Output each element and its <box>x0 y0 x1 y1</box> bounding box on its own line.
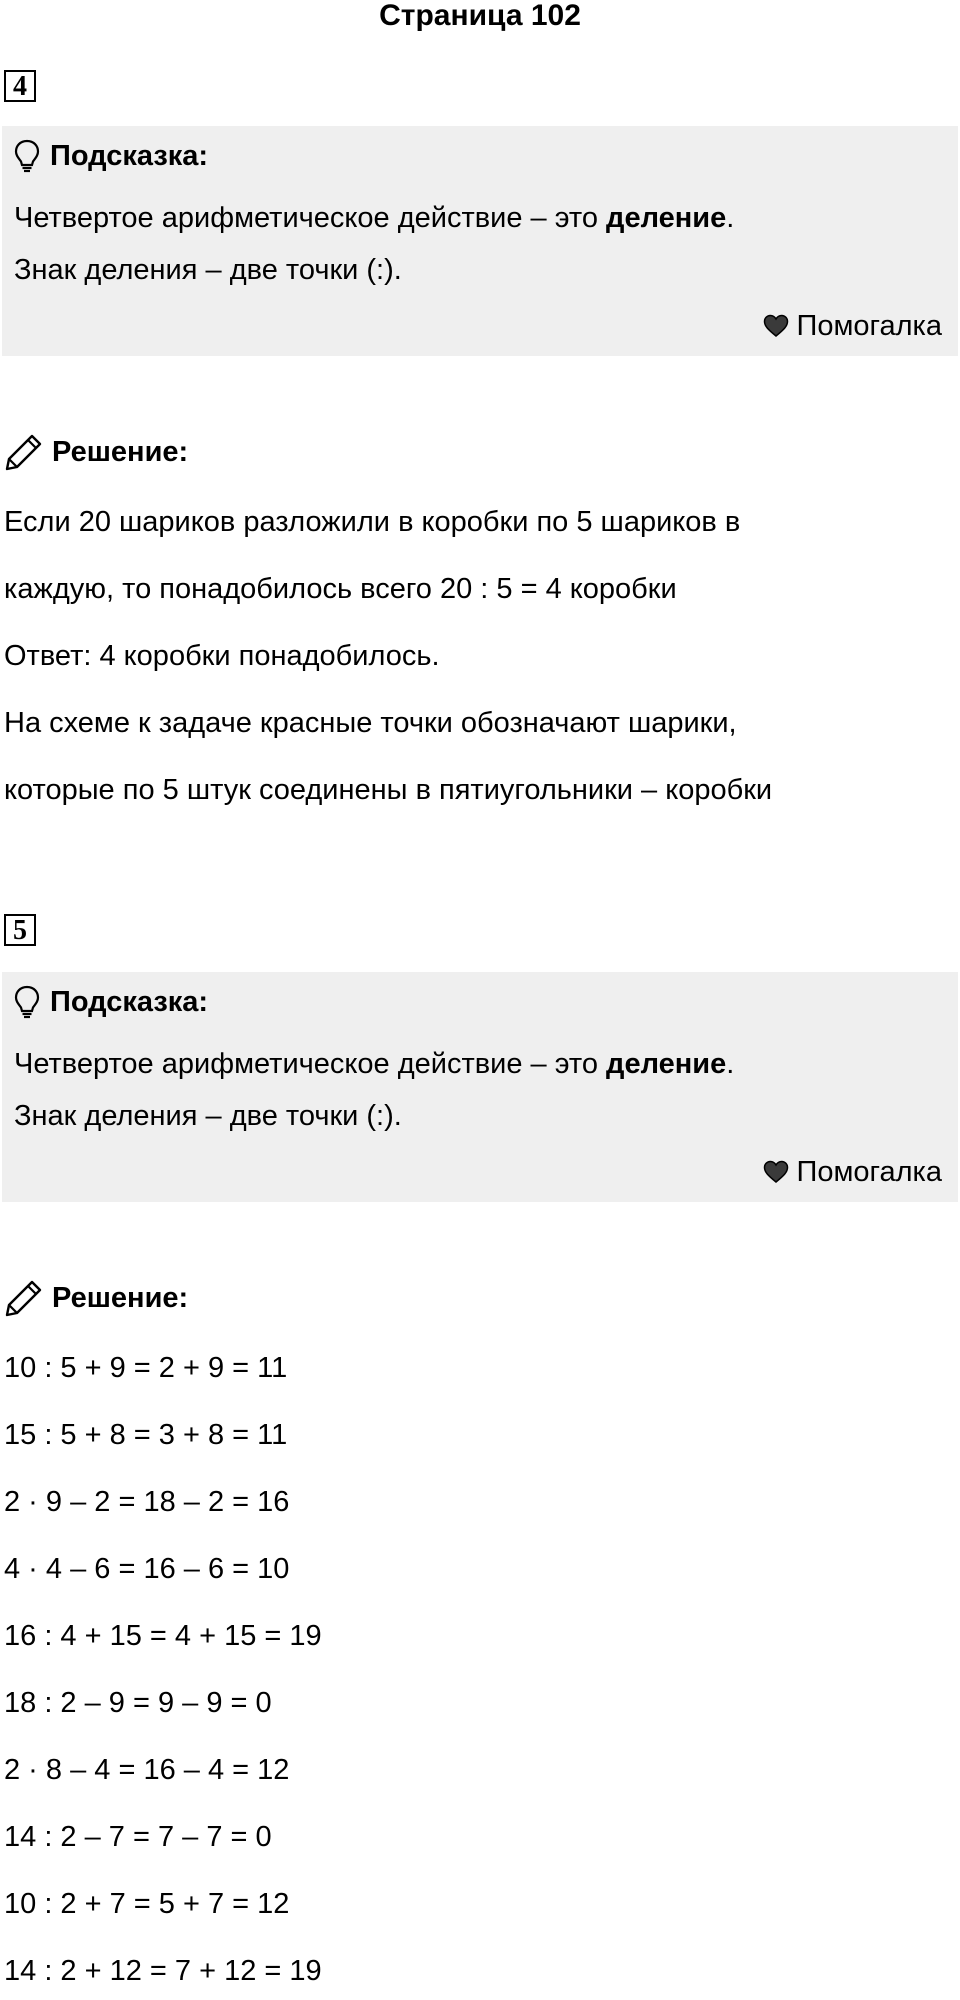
hint-text <box>14 1044 734 1084</box>
hint-text: Знак деления – две точки (:). <box>14 254 402 286</box>
hint-box <box>2 972 958 1202</box>
solution-title: Решение: <box>52 1282 189 1314</box>
hint-text: Знак деления – две точки (:). <box>14 1100 402 1132</box>
brand-name: Помогалка <box>796 1156 942 1188</box>
equation-line: 14 : 2 + 12 = 7 + 12 = 19 <box>4 1955 322 1987</box>
equation-line: 2 · 8 – 4 = 16 – 4 = 12 <box>4 1754 290 1786</box>
hint-header <box>14 136 208 176</box>
solution-header <box>4 432 188 472</box>
equation-line: 2 · 9 – 2 = 18 – 2 = 16 <box>4 1486 290 1518</box>
equation-line: 10 : 2 + 7 = 5 + 7 = 12 <box>4 1888 290 1920</box>
equation-line: 4 · 4 – 6 = 16 – 6 = 10 <box>4 1553 290 1585</box>
solution-line: Ответ: 4 коробки понадобилось. <box>4 640 440 672</box>
solution-line: На схеме к задаче красные точки обозначают шарики, <box>4 707 737 739</box>
hint-header <box>14 982 208 1022</box>
equation-line: 16 : 4 + 15 = 4 + 15 = 19 <box>4 1620 322 1652</box>
heart-icon <box>763 314 789 338</box>
hint-text-bold: деление <box>606 202 727 234</box>
solution-title: Решение: <box>52 436 189 468</box>
brand-watermark <box>763 306 942 346</box>
task-number: 4 <box>4 70 36 102</box>
solution-line: Если 20 шариков разложили в коробки по 5 шариков в <box>4 506 741 538</box>
hint-title: Подсказка: <box>50 986 209 1018</box>
hint-text-plain: Четвертое арифметическое действие – это <box>14 1048 607 1080</box>
lightbulb-icon <box>14 139 40 173</box>
solution-header <box>4 1278 188 1318</box>
equation-line: 15 : 5 + 8 = 3 + 8 = 11 <box>4 1419 288 1451</box>
equation-line: 10 : 5 + 9 = 2 + 9 = 11 <box>4 1352 288 1384</box>
equation-line: 14 : 2 – 7 = 7 – 7 = 0 <box>4 1821 272 1853</box>
hint-text-end: . <box>726 202 735 234</box>
hint-box <box>2 126 958 356</box>
solution-line: каждую, то понадобилось всего 20 : 5 = 4 коробки <box>4 573 677 605</box>
brand-name: Помогалка <box>796 310 942 342</box>
solution-line: которые по 5 штук соединены в пятиугольники – коробки <box>4 774 773 806</box>
task-number: 5 <box>4 914 36 946</box>
heart-icon <box>763 1160 789 1184</box>
pencil-icon <box>4 432 44 472</box>
hint-text-end: . <box>726 1048 735 1080</box>
hint-title: Подсказка: <box>50 140 209 172</box>
page-title: Страница 102 <box>379 0 581 32</box>
hint-text-bold: деление <box>606 1048 727 1080</box>
pencil-icon <box>4 1278 44 1318</box>
equation-line: 18 : 2 – 9 = 9 – 9 = 0 <box>4 1687 272 1719</box>
hint-text <box>14 198 734 238</box>
lightbulb-icon <box>14 985 40 1019</box>
hint-text-plain: Четвертое арифметическое действие – это <box>14 202 607 234</box>
brand-watermark <box>763 1152 942 1192</box>
